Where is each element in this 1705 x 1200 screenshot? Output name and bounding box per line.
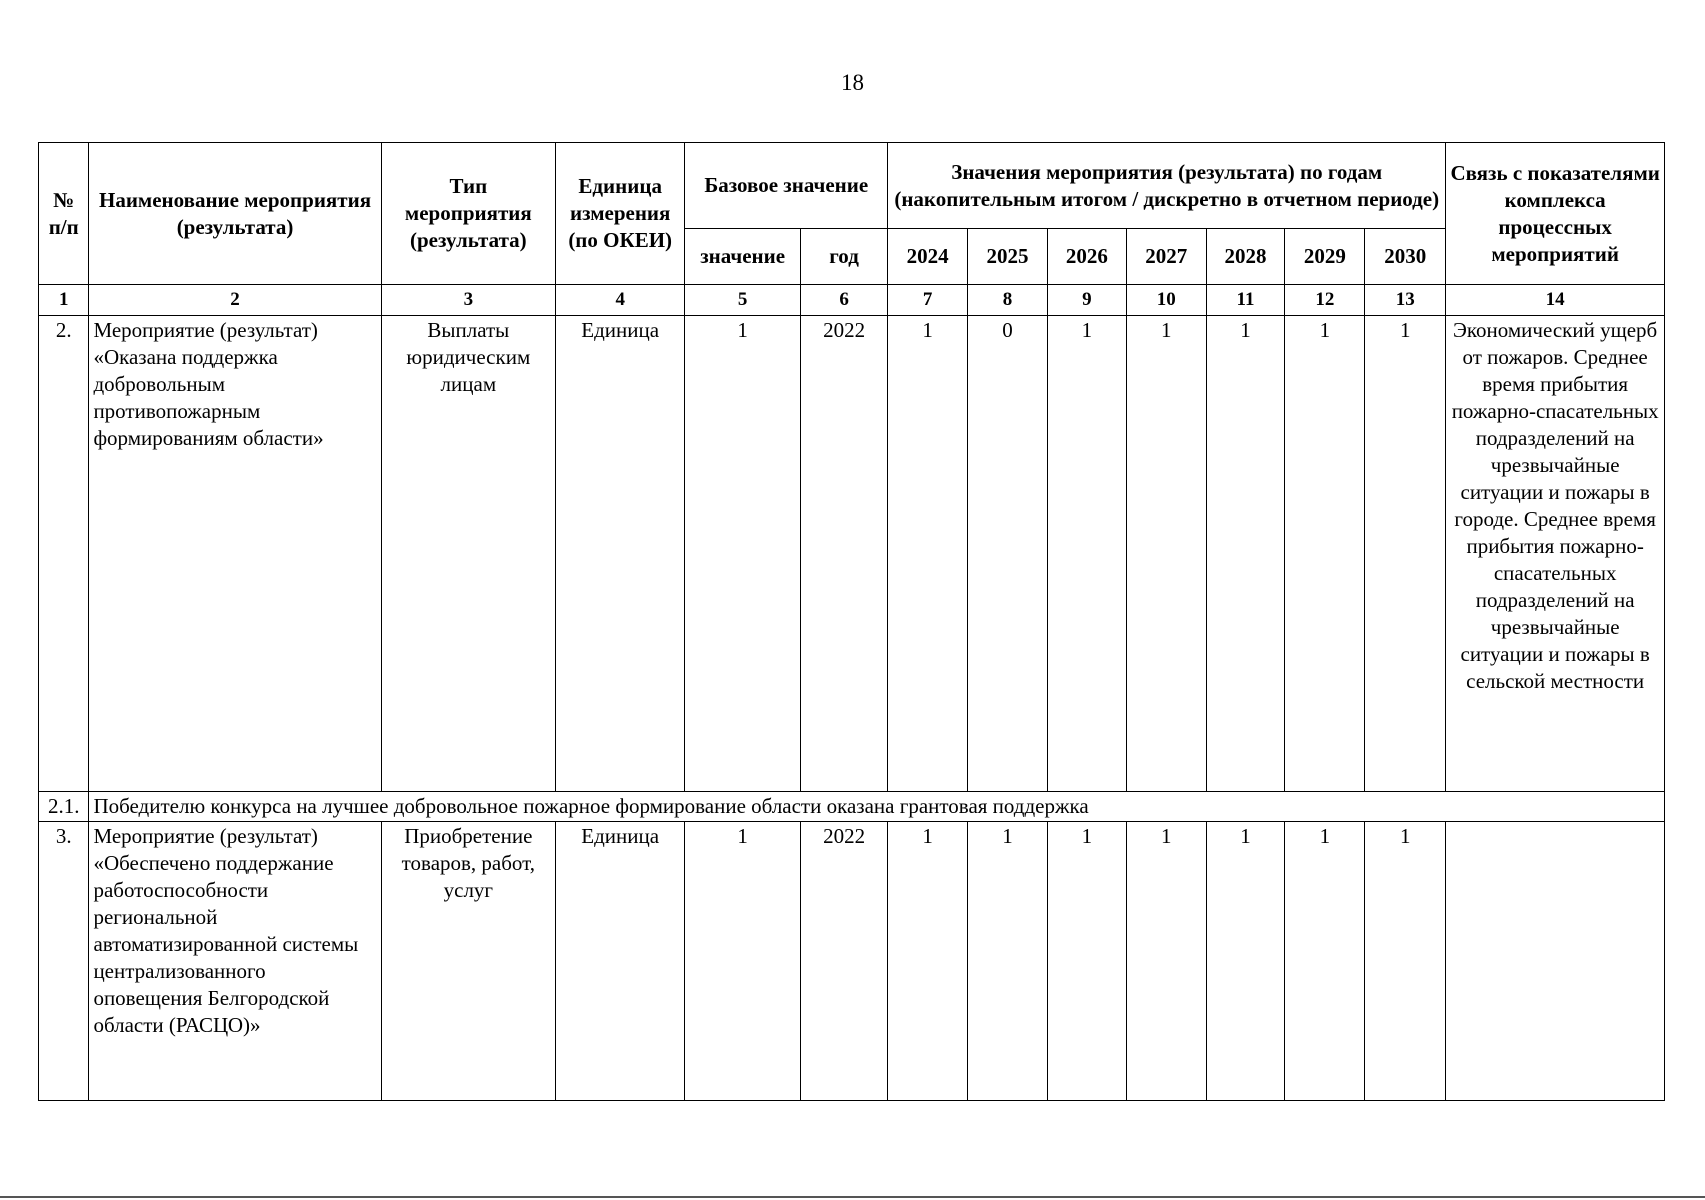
header-base-year: год: [800, 229, 887, 285]
table-row: [39, 316, 1665, 792]
header-num: № п/п: [39, 143, 89, 285]
row-year-value: 1: [968, 822, 1048, 1101]
row-type: Выплаты юридическим лицам: [381, 316, 555, 792]
row-num: 2.: [39, 316, 89, 792]
row-year-value: 1: [1126, 822, 1206, 1101]
page-edge-line: [0, 1196, 1705, 1198]
header-year: 2026: [1047, 229, 1126, 285]
header-type: Тип мероприятия (результата): [381, 143, 555, 285]
row-subtitle: Победителю конкурса на лучшее добровольное пожарное формирование области оказана грантовая поддержка: [89, 792, 1665, 822]
header-name: Наименование мероприятия (результата): [89, 143, 381, 285]
row-year-value: 1: [1365, 822, 1446, 1101]
header-year: 2027: [1126, 229, 1206, 285]
row-name: Мероприятие (результат) «Оказана поддержка добровольным противопожарным формированиям области»: [89, 316, 381, 792]
column-numbers-row: [39, 285, 1665, 316]
table-row: [39, 792, 1665, 822]
row-type: Приобретение товаров, работ, услуг: [381, 822, 555, 1101]
column-number: 6: [800, 285, 887, 316]
header-base-value: значение: [685, 229, 801, 285]
column-number: 1: [39, 285, 89, 316]
row-unit: Единица: [556, 822, 685, 1101]
column-number: 11: [1206, 285, 1285, 316]
table-row: [39, 822, 1665, 1101]
column-number: 3: [381, 285, 555, 316]
column-number: 2: [89, 285, 381, 316]
row-base-year: 2022: [800, 822, 887, 1101]
header-year: 2025: [968, 229, 1048, 285]
column-number: 5: [685, 285, 801, 316]
row-year-value: 1: [1285, 822, 1365, 1101]
row-year-value: 1: [1047, 822, 1126, 1101]
row-link: [1446, 822, 1665, 1101]
row-year-value: 1: [888, 316, 968, 792]
row-num: 2.1.: [39, 792, 89, 822]
header-year: 2030: [1365, 229, 1446, 285]
measures-table: [38, 142, 1665, 1101]
column-number: 14: [1446, 285, 1665, 316]
header-year: 2024: [888, 229, 968, 285]
row-base-year: 2022: [800, 316, 887, 792]
row-year-value: 1: [1285, 316, 1365, 792]
column-number: 13: [1365, 285, 1446, 316]
header-year: 2028: [1206, 229, 1285, 285]
header-base: Базовое значение: [685, 143, 888, 229]
header-values: Значения мероприятия (результата) по годам (накопительным итогом / дискретно в отчетном периоде): [888, 143, 1446, 229]
header-unit: Единица измерения (по ОКЕИ): [556, 143, 685, 285]
row-num: 3.: [39, 822, 89, 1101]
page-number: 18: [841, 70, 864, 95]
row-year-value: 1: [1365, 316, 1446, 792]
column-number: 12: [1285, 285, 1365, 316]
row-name: Мероприятие (результат) «Обеспечено поддержание работоспособности региональной автоматизированной системы централизованного оповещения Белгородской области (РАСЦО)»: [89, 822, 381, 1101]
header-year: 2029: [1285, 229, 1365, 285]
row-year-value: 1: [1047, 316, 1126, 792]
column-number: 7: [888, 285, 968, 316]
column-number: 4: [556, 285, 685, 316]
header-link: Связь с показателями комплекса процессных мероприятий: [1446, 143, 1665, 285]
row-unit: Единица: [556, 316, 685, 792]
row-year-value: 1: [1126, 316, 1206, 792]
column-number: 8: [968, 285, 1048, 316]
row-year-value: 1: [1206, 316, 1285, 792]
column-number: 9: [1047, 285, 1126, 316]
row-year-value: 1: [888, 822, 968, 1101]
row-link: Экономический ущерб от пожаров. Среднее время прибытия пожарно-спасательных подразделений на чрезвычайные ситуации и пожары в городе. Среднее время прибытия пожарно-спасательных подразделений на чрезвычайные ситуации и пожары в сельской местности: [1446, 316, 1665, 792]
row-year-value: 1: [1206, 822, 1285, 1101]
column-number: 10: [1126, 285, 1206, 316]
row-year-value: 0: [968, 316, 1048, 792]
row-base-value: 1: [685, 316, 801, 792]
row-base-value: 1: [685, 822, 801, 1101]
